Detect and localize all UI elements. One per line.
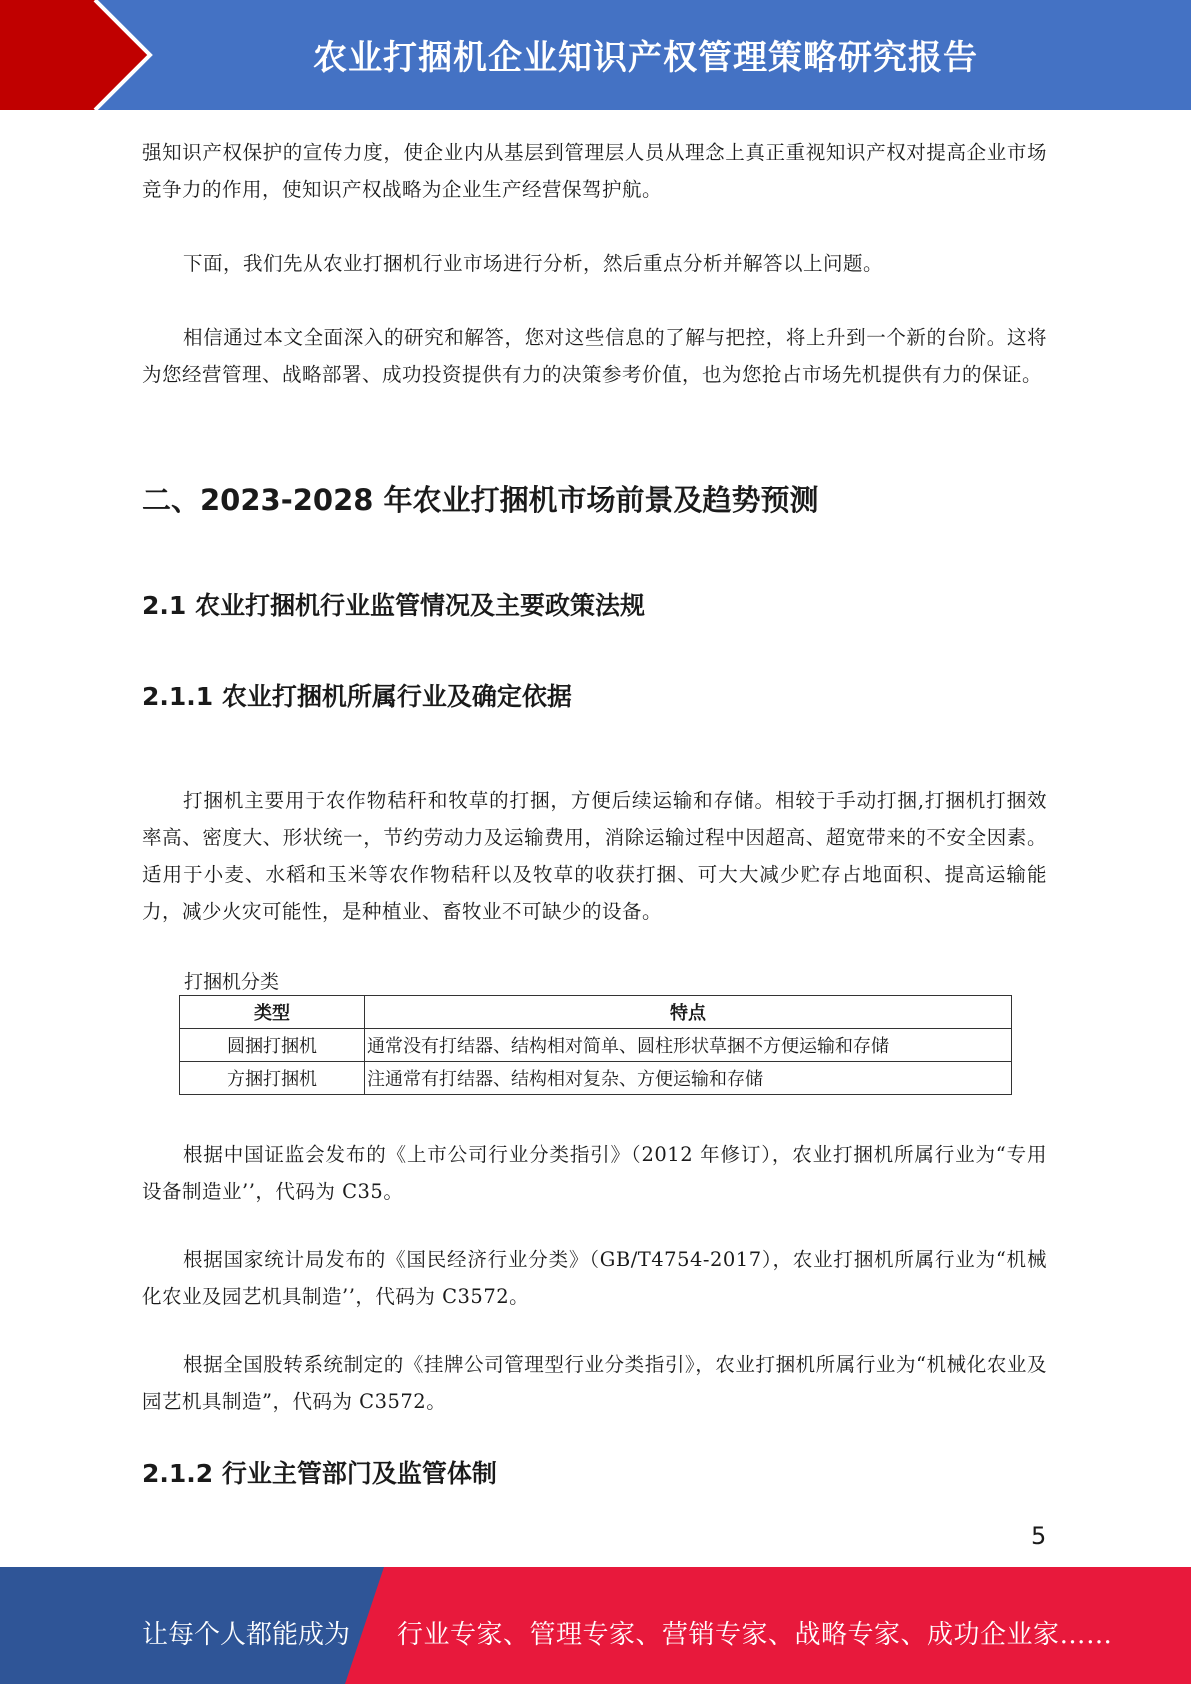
table-cell: 方捆打捆机	[180, 1062, 365, 1095]
section-heading: 二、2023-2028 年农业打捆机市场前景及趋势预测	[142, 483, 819, 517]
table-row	[180, 1029, 1012, 1062]
footer-slogan-right: 行业专家、管理专家、营销专家、战略专家、成功企业家……	[397, 1620, 1113, 1650]
classification-section	[142, 1136, 1047, 1420]
table-caption: 打捆机分类	[184, 971, 280, 993]
page-number: 5	[1031, 1522, 1047, 1550]
column-header: 特点	[365, 996, 1012, 1029]
baler-intro	[142, 782, 1047, 930]
paragraph: 根据国家统计局发布的《国民经济行业分类》（GB/T4754-2017），农业打捆机所属行业为“机械化农业及园艺机具制造’’，代码为 C3572。	[142, 1248, 1047, 1308]
table-header-row	[180, 996, 1012, 1029]
page-footer	[0, 1567, 1191, 1684]
column-header: 类型	[180, 996, 365, 1029]
footer-slogan-left: 让每个人都能成为	[142, 1620, 351, 1650]
report-title: 农业打捆机企业知识产权管理策略研究报告	[313, 38, 978, 78]
intro-section	[142, 134, 1047, 393]
table-cell: 通常没有打结器、结构相对简单、圆柱形状草捆不方便运输和存储	[365, 1029, 1012, 1062]
paragraph: 相信通过本文全面深入的研究和解答，您对这些信息的了解与把控，将上升到一个新的台阶。这将为您经营管理、战略部署、成功投资提供有力的决策参考价值，也为您抢占市场先机提供有力的保证。	[142, 326, 1047, 386]
table-cell: 圆捆打捆机	[180, 1029, 365, 1062]
subsection-heading: 2.1.2 行业主管部门及监管体制	[142, 1459, 497, 1488]
paragraph: 根据全国股转系统制定的《挂牌公司管理型行业分类指引》，农业打捆机所属行业为“机械化农业及园艺机具制造”，代码为 C3572。	[142, 1353, 1047, 1413]
subsection-heading: 2.1 农业打捆机行业监管情况及主要政策法规	[142, 591, 645, 620]
table-cell: 注通常有打结器、结构相对复杂、方便运输和存储	[365, 1062, 1012, 1095]
paragraph: 强知识产权保护的宣传力度，使企业内从基层到管理层人员从理念上真正重视知识产权对提高企业市场竞争力的作用，使知识产权战略为企业生产经营保驾护航。	[142, 141, 1047, 201]
baler-classification-table	[179, 995, 1012, 1095]
subsection-heading: 2.1.1 农业打捆机所属行业及确定依据	[142, 682, 572, 711]
paragraph: 根据中国证监会发布的《上市公司行业分类指引》（2012 年修订），农业打捆机所属行业为“专用设备制造业’’，代码为 C35。	[142, 1143, 1047, 1203]
paragraph: 打捆机主要用于农作物秸秆和牧草的打捆，方便后续运输和存储。相较于手动打捆,打捆机打捆效率高、密度大、形状统一，节约劳动力及运输费用，消除运输过程中因超高、超宽带来的不安全因素。适用于小麦、水稻和玉米等农作物秸秆以及牧草的收获打捆、可大大减少贮存占地面积、提高运输能力，减少火灾可能性，是种植业、畜牧业不可缺少的设备。	[142, 789, 1047, 923]
paragraph: 下面，我们先从农业打捆机行业市场进行分析，然后重点分析并解答以上问题。	[183, 252, 884, 275]
page-header	[0, 0, 1191, 110]
table-row	[180, 1062, 1012, 1095]
